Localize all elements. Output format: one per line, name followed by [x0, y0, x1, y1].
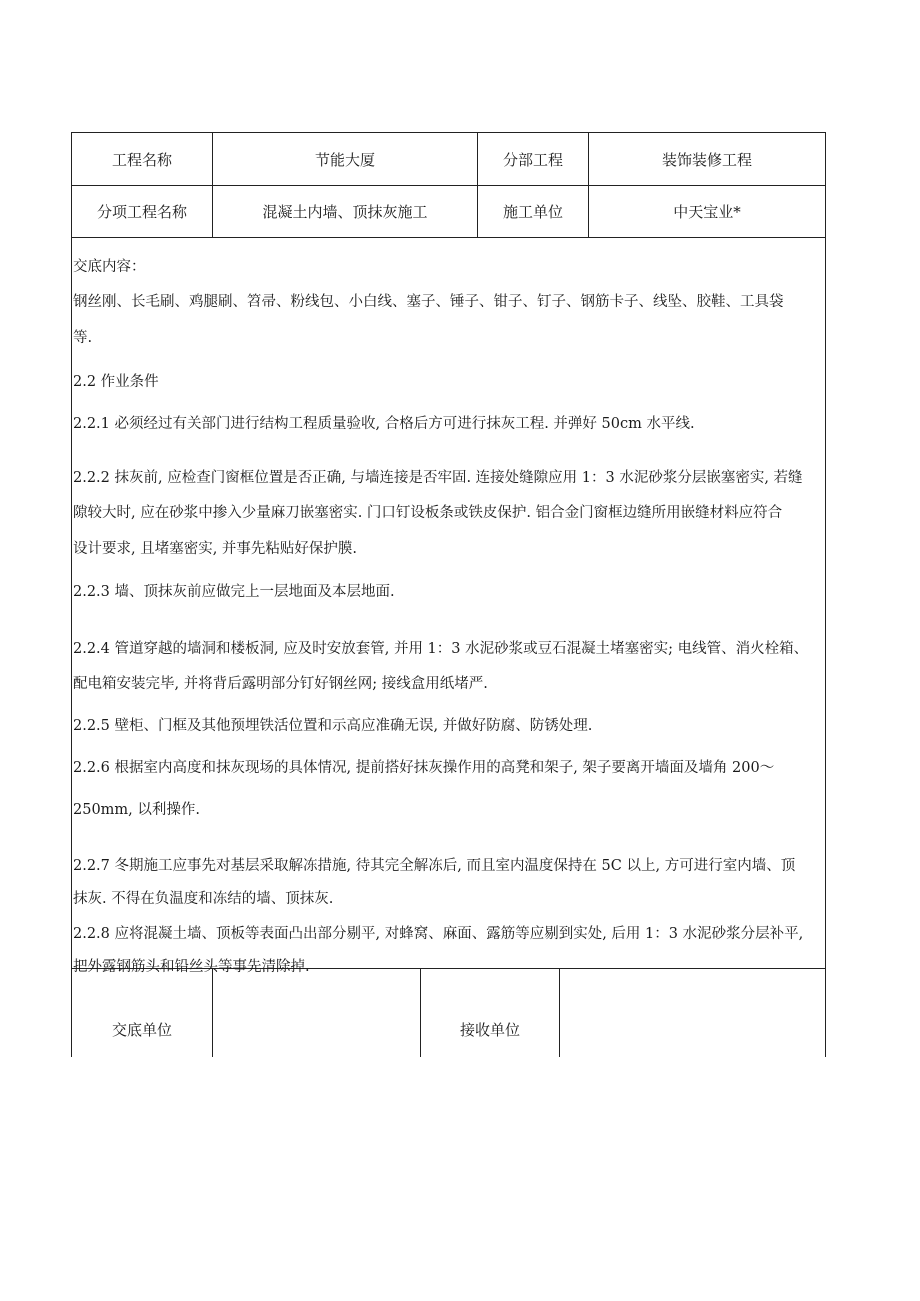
signature-row — [71, 969, 826, 1057]
content-line: 隙较大时, 应在砂浆中掺入少量麻刀嵌塞密实. 门口钉设板条或铁皮保护. 铝合金门窗框边缝所用嵌缝材料应符合 — [73, 505, 783, 521]
content-line: 250mm, 以利操作. — [73, 802, 201, 818]
header-row-2 — [71, 185, 826, 237]
contractor-label: 施工单位 — [478, 186, 589, 237]
content-line: 2.2.8 应将混凝土墙、顶板等表面凸出部分剔平, 对蜂窝、麻面、露筋等应剔到实处, 后用 1：3 水泥砂浆分层补平, — [73, 926, 804, 942]
handover-unit-label: 交底单位 — [72, 969, 213, 1057]
content-line: 把外露钢筋头和铅丝头等事先清除掉. — [73, 959, 310, 975]
content-line: 2.2.7 冬期施工应事先对基层采取解冻措施, 待其完全解冻后, 而且室内温度保持在 5C 以上, 方可进行室内墙、顶 — [73, 858, 796, 874]
division-value: 装饰装修工程 — [661, 150, 752, 169]
content-line: 2.2.2 抹灰前, 应检查门窗框位置是否正确, 与墙连接是否牢固. 连接处缝隙应用 1：3 水泥砂浆分层嵌塞密实, 若缝 — [73, 470, 803, 486]
content-line: 2.2.5 壁柜、门框及其他预埋铁活位置和示高应准确无误, 并做好防腐、防锈处理. — [73, 718, 593, 734]
content-line: 设计要求, 且堵塞密实, 并事先粘贴好保护膜. — [73, 541, 358, 557]
project-name-value: 节能大厦 — [213, 133, 478, 185]
content-line: 配电箱安装完毕, 并将背后露明部分钉好钢丝网; 接线盒用纸堵严. — [73, 676, 488, 692]
receiving-unit-value[interactable] — [560, 969, 825, 1057]
content-line: 抹灰. 不得在负温度和冻结的墙、顶抹灰. — [73, 891, 334, 907]
content-line: 2.2.6 根据室内高度和抹灰现场的具体情况, 提前搭好抹灰操作用的高凳和架子, 架子要离开墙面及墙角 200～ — [73, 760, 775, 776]
content-line: 等. — [73, 330, 93, 346]
content-heading: 交底内容： — [73, 259, 146, 275]
disclosure-content — [71, 237, 826, 975]
handover-unit-value[interactable] — [213, 969, 421, 1057]
subitem-label: 分项工程名称 — [72, 186, 213, 237]
section-heading: 2.2 作业条件 — [73, 374, 159, 390]
content-line: 钢丝刚、长毛刷、鸡腿刷、笤帚、粉线包、小白线、塞子、锤子、钳子、钉子、钢筋卡子、线坠、胶鞋、工具袋 — [73, 294, 784, 310]
subitem-value: 混凝土内墙、顶抹灰施工 — [213, 186, 478, 237]
receiving-unit-label: 接收单位 — [421, 969, 560, 1057]
content-line: 2.2.4 管道穿越的墙洞和楼板洞, 应及时安放套管, 并用 1：3 水泥砂浆或豆石混凝土堵塞密实; 电线管、消火栓箱、 — [73, 641, 809, 657]
header-row-1 — [71, 132, 826, 185]
content-line: 2.2.1 必须经过有关部门进行结构工程质量验收, 合格后方可进行抹灰工程. 并弹好 50cm 水平线. — [73, 416, 695, 432]
project-name-label: 工程名称 — [72, 133, 213, 185]
content-line: 2.2.3 墙、顶抹灰前应做完上一层地面及本层地面. — [73, 584, 395, 600]
division-label: 分部工程 — [478, 133, 589, 185]
contractor-value: 中天宝业* — [673, 203, 741, 221]
